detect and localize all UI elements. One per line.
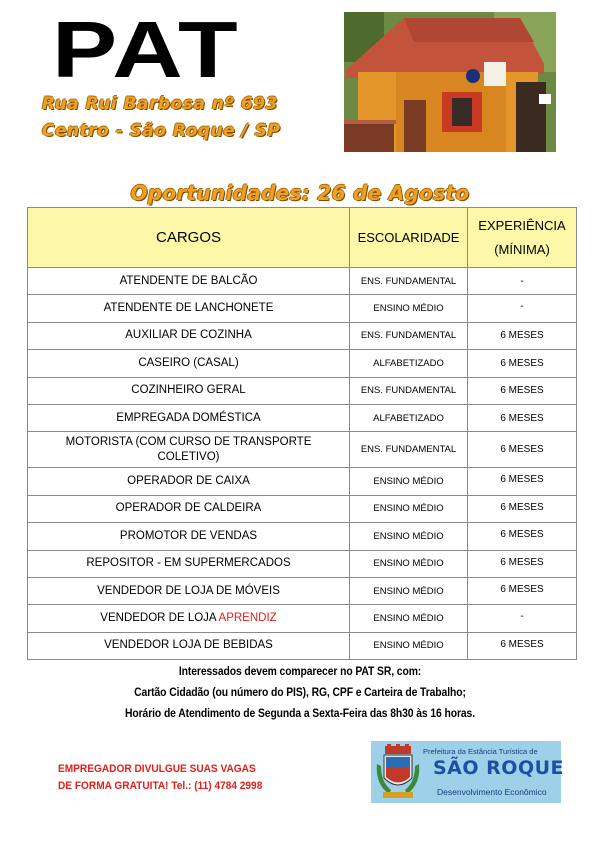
sao-roque-logo [371, 741, 564, 803]
cell-escolaridade: ALFABETIZADO [350, 350, 468, 377]
cell-experiencia: 6 MESES [468, 322, 577, 349]
info-line3: Horário de Atendimento de Segunda a Sexta-Feira das 8h30 às 16 horas. [124, 708, 476, 720]
cell-experiencia: 6 MESES [468, 377, 577, 404]
cell-escolaridade: ENSINO MÉDIO [350, 550, 468, 577]
table-header-row [28, 208, 577, 268]
cell-escolaridade: ENS. FUNDAMENTAL [350, 377, 468, 404]
opportunities-title: Oportunidades: 26 de Agosto [130, 181, 470, 205]
table-row [28, 295, 577, 322]
info-line1: Interessados devem comparecer no PAT SR, com: [178, 666, 422, 678]
table-row [28, 577, 577, 604]
cell-cargo: EMPREGADA DOMÉSTICA [28, 404, 350, 431]
header-escolaridade: ESCOLARIDADE [350, 208, 468, 268]
employer-notice-line2: DE FORMA GRATUITA! Tel.: (11) 4784 2998 [58, 780, 263, 792]
table-row [28, 495, 577, 522]
header-cargos: CARGOS [28, 208, 350, 268]
cell-cargo: ATENDENTE DE BALCÃO [28, 268, 350, 295]
cell-escolaridade: ALFABETIZADO [350, 404, 468, 431]
cargo-highlight: APRENDIZ [218, 611, 277, 624]
cell-experiencia: 6 MESES [468, 404, 577, 431]
cell-escolaridade: ENS. FUNDAMENTAL [350, 268, 468, 295]
cell-experiencia: - [468, 295, 577, 322]
cell-escolaridade: ENSINO MÉDIO [350, 468, 468, 495]
cell-experiencia: 6 MESES [468, 432, 577, 468]
coat-of-arms-icon [375, 744, 421, 800]
header-experiencia [468, 208, 577, 268]
cell-cargo [28, 605, 350, 632]
header-experiencia-line1: EXPERIÊNCIA [478, 217, 566, 233]
table-row [28, 350, 577, 377]
cell-cargo: ATENDENTE DE LANCHONETE [28, 295, 350, 322]
table-row [28, 432, 577, 468]
cell-escolaridade: ENS. FUNDAMENTAL [350, 322, 468, 349]
employer-notice-line1: EMPREGADOR DIVULGUE SUAS VAGAS [58, 763, 256, 775]
cell-cargo: COZINHEIRO GERAL [28, 377, 350, 404]
page-title: PAT [52, 5, 241, 94]
cell-escolaridade: ENSINO MÉDIO [350, 295, 468, 322]
cell-cargo: OPERADOR DE CALDEIRA [28, 495, 350, 522]
table-row [28, 468, 577, 495]
cell-experiencia: - [468, 268, 577, 295]
table-row [28, 605, 577, 632]
table-row [28, 268, 577, 295]
table-row [28, 632, 577, 659]
logo-prefeitura: Prefeitura da Estância Turística de [423, 747, 538, 756]
table-row [28, 404, 577, 431]
cell-cargo: REPOSITOR - EM SUPERMERCADOS [28, 550, 350, 577]
cell-escolaridade: ENSINO MÉDIO [350, 632, 468, 659]
cell-cargo: OPERADOR DE CAIXA [28, 468, 350, 495]
cell-escolaridade: ENSINO MÉDIO [350, 605, 468, 632]
cell-experiencia: 6 MESES [468, 350, 577, 377]
cell-cargo: CASEIRO (CASAL) [28, 350, 350, 377]
cell-experiencia: 6 MESES [468, 632, 577, 659]
office-photo [344, 12, 556, 152]
cell-escolaridade: ENSINO MÉDIO [350, 495, 468, 522]
cell-experiencia: 6 MESES [468, 495, 577, 522]
cell-escolaridade: ENS. FUNDAMENTAL [350, 432, 468, 468]
address-city: Centro - São Roque / SP [42, 121, 281, 141]
logo-city: SÃO ROQUE [433, 757, 564, 779]
cargo-prefix: VENDEDOR DE LOJA [100, 611, 219, 624]
info-line2: Cartão Cidadão (ou número do PIS), RG, CPF e Carteira de Trabalho; [134, 687, 466, 699]
cell-escolaridade: ENSINO MÉDIO [350, 577, 468, 604]
table-row [28, 322, 577, 349]
jobs-table [27, 207, 577, 660]
cell-experiencia: 6 MESES [468, 468, 577, 495]
cell-escolaridade: ENSINO MÉDIO [350, 523, 468, 550]
address-street: Rua Rui Barbosa nº 693 [42, 94, 278, 114]
cell-cargo: PROMOTOR DE VENDAS [28, 523, 350, 550]
cell-experiencia: 6 MESES [468, 577, 577, 604]
cell-cargo: MOTORISTA (COM CURSO DE TRANSPORTE COLETIVO) [28, 432, 350, 468]
cell-cargo: AUXILIAR DE COZINHA [28, 322, 350, 349]
header-experiencia-line2: (MÍNIMA) [494, 241, 550, 257]
cell-experiencia: 6 MESES [468, 550, 577, 577]
cell-experiencia: - [468, 605, 577, 632]
employer-notice [58, 761, 318, 795]
table-row [28, 523, 577, 550]
info-block [0, 662, 600, 725]
cell-cargo: VENDEDOR LOJA DE BEBIDAS [28, 632, 350, 659]
cell-experiencia: 6 MESES [468, 523, 577, 550]
cell-cargo: VENDEDOR DE LOJA DE MÓVEIS [28, 577, 350, 604]
logo-department: Desenvolvimento Econômico [437, 787, 547, 797]
table-row [28, 550, 577, 577]
table-row [28, 377, 577, 404]
